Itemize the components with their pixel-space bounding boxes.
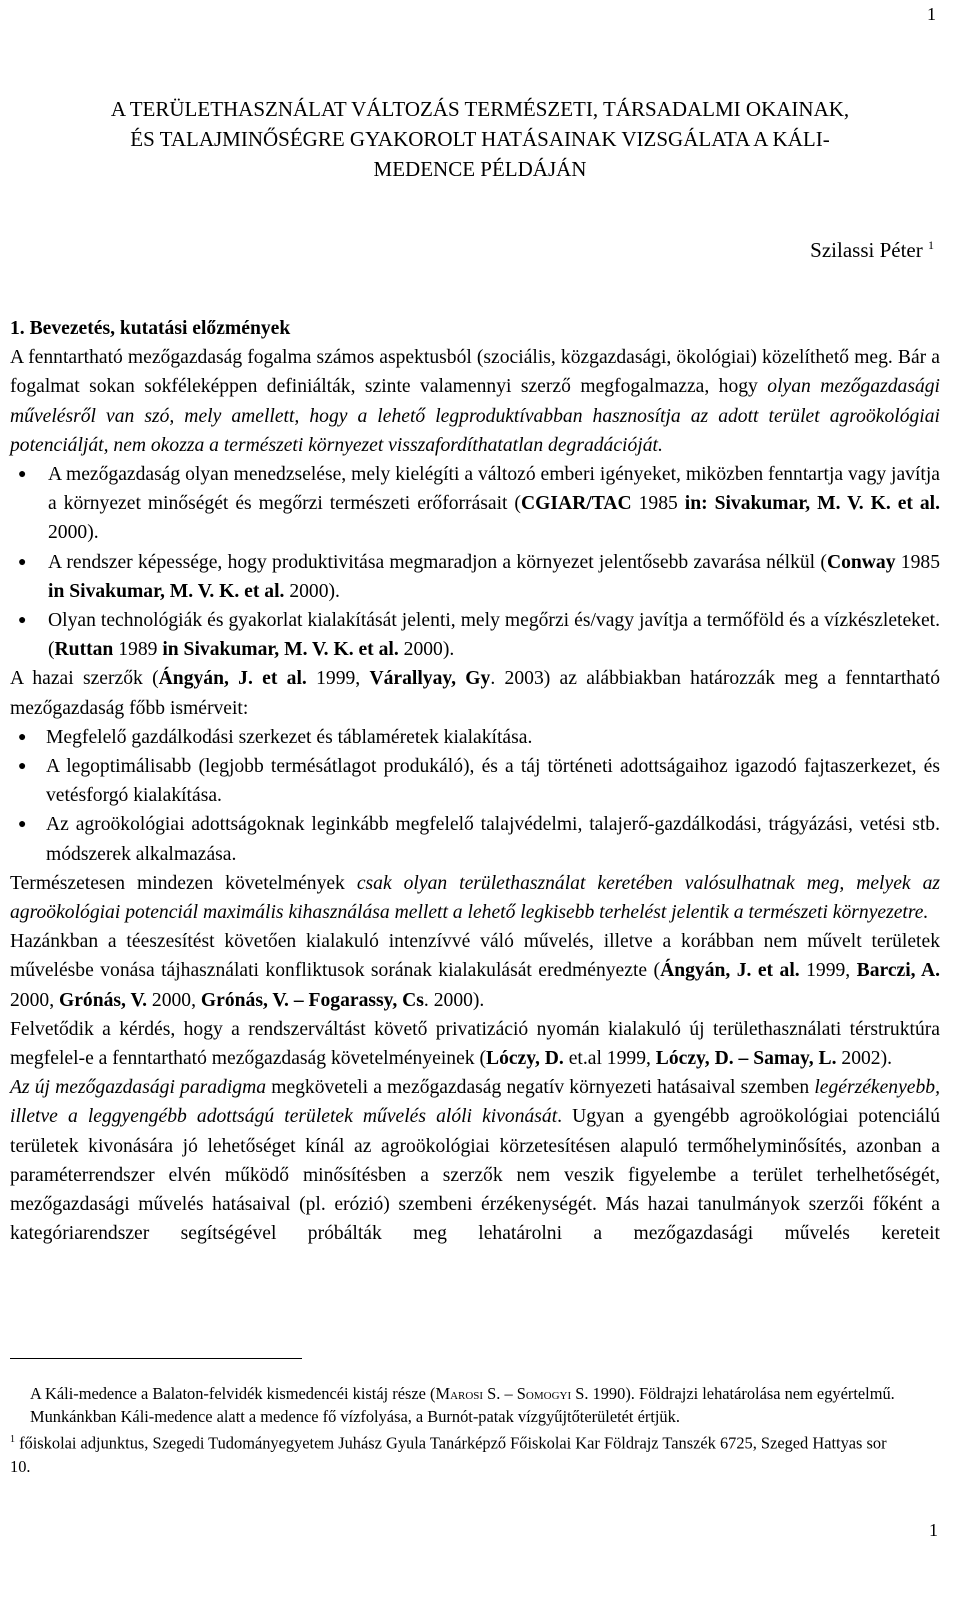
text-run: 1985 [895,551,940,573]
citation-author: Marosi S. – Somogyi S. [435,1384,589,1403]
citation-author: in Sivakumar, M. V. K. et al. [48,580,285,602]
paper-title [0,94,960,184]
body-text [10,314,940,1249]
text-run: et.al 1999, [563,1048,656,1070]
text-run: 2000). [284,580,340,602]
author-footnote-mark: 1 [928,238,934,252]
page-number-bottom: 1 [929,1520,938,1540]
text-run: 2000). [398,639,455,661]
text-run: A Káli-medence a Balaton-felvidék kismedencéi kistáj része ( [30,1384,436,1403]
paragraph [10,664,940,722]
footnote-separator [10,1358,302,1359]
list-item: ● Az agroökológiai adottságoknak leginkább megfelelő talajvédelmi, talajerő-gazdálkodási, trágyázási, vetési stb. módszerek alkalmazása. [10,810,940,868]
paragraph [10,1015,940,1073]
text-run: 1985 [631,493,685,515]
emphasis-text: olyan mezőgazdasági művelésről van szó, mely amellett, hogy a lehető legproduktívabban hasznosítja az adott terület agroökológiai potenciálját, nem okozza a természeti környezet visszafordíthatatlan degradációját. [10,376,940,456]
title-line: ÉS TALAJMINŐSÉGRE GYAKOROLT HATÁSAINAK VIZSGÁLATA A KÁLI- [130,127,830,151]
list-item [10,460,940,548]
text-run: 2000). [48,522,99,544]
citation-author: Grónás, V. [58,989,148,1011]
text-run: 1999, [799,960,857,982]
emphasis-text: Az új mezőgazdasági paradigma [10,1077,267,1099]
section-heading: 1. Bevezetés, kutatási előzmények [10,318,291,339]
text-run: Felvetődik a kérdés, hogy a rendszerváltást követő privatizáció nyomán kialakuló új területhasználati térstruktúra megfelel-e a fenntartható mezőgazdaság követelményeinek ( [10,1018,940,1070]
text-run: 2000, [147,989,201,1011]
paragraph [10,869,940,927]
citation-author: Várallyay, Gy [369,668,491,690]
bullet-list [10,460,940,664]
title-line: MEDENCE PÉLDÁJÁN [373,157,587,181]
page-number-top: 1 [927,4,936,24]
text-run: főiskolai adjunktus, Szegedi Tudományegyetem Juhász Gyula Tanárképző Főiskolai Kar Földrajz Tanszék 6725, Szeged Hattyas sor 10. [10,1433,887,1477]
footnotes [10,1382,910,1478]
list-item [10,606,940,664]
citation-author: Grónás, V. – Fogarassy, Cs [200,989,424,1011]
list-item: ● A legoptimálisabb (legjobb termésátlagot produkáló), és a táj történeti adottságaihoz igazodó fajtaszerkezet, és vetésforgó kialakítása. [10,752,940,810]
text-run: . Ugyan a gyengébb agroökológiai potenciálú területek kivonására jó lehetőséget kínál az agroökológiai körzetesítésen alapuló termőhelyminősítés, azonban a paraméterrendszer elvén működő minősítésben a szerzők nem veszik figyelembe a terület terhelhetőségét, mezőgazdasági művelés hatásaival (pl. erózió) szembeni érzékenységét. Más hazai tanulmányok szerzői főként a kategóriarendszer segítségével próbálták meg lehatárolni a mezőgazdasági művelés kereteit [10,1106,940,1245]
citation-author: Conway [826,551,896,573]
bullet-list [10,723,940,869]
citation-author: CGIAR/TAC [520,493,632,515]
text-run: 1999, [306,668,370,690]
text-run: 2000, [10,989,59,1011]
title-line: A TERÜLETHASZNÁLAT VÁLTOZÁS TERMÉSZETI, TÁRSADALMI OKAINAK, [110,97,850,121]
text-run: . 2003) az alábbiakban határozzák meg a fenntartható mezőgazdaság főbb ismérveit: [10,668,940,719]
citation-author: Lóczy, D. – Samay, L. [655,1048,837,1070]
footnote-mark: 1 [10,1434,15,1446]
text-run: 1990). Földrajzi lehatárolása nem egyértelmű. Munkánkban Káli-medence alatt a medence fő vízfolyása, a Burnót-patak vízgyűjtőterületét értjük. [30,1384,895,1427]
list-item: ● Megfelelő gazdálkodási szerkezet és táblaméretek kialakítása. [10,723,940,752]
text-run: Természetesen mindezen követelmények [10,872,357,894]
emphasis-text: legérzékenyebb, illetve a leggyengébb adottságú területek művelés alóli kivonását [10,1077,940,1128]
citation-author: Barczi, A. [856,960,940,982]
text-run: 1989 [113,639,163,661]
citation-author: Ángyán, J. et al. [158,668,307,690]
author-name: Szilassi Péter [810,238,923,262]
citation-author: Lóczy, D. [486,1048,564,1070]
emphasis-text: csak olyan területhasználat keretében valósulhatnak meg, melyek az agroökológiai potenciál maximális kihasználása mellett a lehető legkisebb terhelést jelentik a természeti környezetre. [10,872,940,924]
text-run: Hazánkban a téeszesítést követően kialakuló intenzívvé váló művelés, illetve a korábban nem művelt területek művelésbe vonása tájhasználati konfliktusok sorának kialakulását eredményezte ( [10,931,940,982]
text-run: A hazai szerzők ( [10,668,159,690]
text-run: . 2000). [423,989,485,1011]
citation-author: Ruttan [54,639,114,661]
citation-author: in: Sivakumar, M. V. K. et al. [684,493,941,515]
footnote [10,1382,910,1428]
paragraph [10,343,940,460]
paragraph [10,927,940,1015]
citation-author: Ángyán, J. et al. [660,960,800,982]
text-run: A rendszer képessége, hogy produktivitása megmaradjon a környezet jelentősebb zavarása nélkül ( [48,551,827,573]
author [810,238,934,263]
paragraph [10,1073,940,1248]
text-run: A fenntartható mezőgazdaság fogalma számos aspektusból (szociális, közgazdasági, ökológiai) közelíthető meg. Bár a fogalmat sokan sokféleképpen definiálták, szinte valamennyi szerző megfogalmazza, hogy [10,347,940,398]
text-run: A mezőgazdaság olyan menedzselése, mely kielégíti a változó emberi igényeket, miközben fenntartja vagy javítja a környezet minőségét és megőrzi természeti erőforrásait ( [48,464,940,515]
text-run: Olyan technológiák és gyakorlat kialakítását jelenti, mely megőrzi és/vagy javítja a termőföld és a vízkészleteket. ( [48,610,940,661]
list-item [10,548,940,606]
footnote [10,1428,910,1478]
citation-author: in Sivakumar, M. V. K. et al. [162,639,399,661]
text-run: 2002). [836,1048,893,1070]
text-run: megköveteli a mezőgazdaság negatív környezeti hatásaival szemben [266,1077,815,1099]
